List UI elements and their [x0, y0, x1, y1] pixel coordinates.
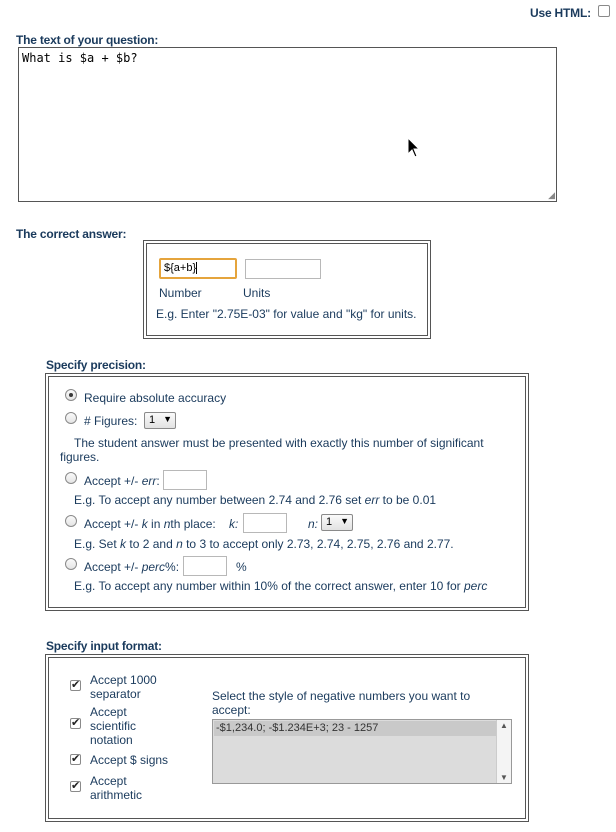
n-select-value: 1: [326, 516, 333, 528]
arithmetic-label: Accept arithmetic: [90, 774, 143, 802]
checkbox-arithmetic[interactable]: [70, 781, 81, 792]
scientific-label: Accept scientific notation: [90, 705, 137, 747]
negative-option-label: -$1,234.0; -$1.234E+3; 23 - 1257: [216, 722, 379, 734]
thousand-separator-label: Accept 1000 separator: [90, 673, 157, 701]
radio-figures[interactable]: [65, 412, 77, 424]
radio-err[interactable]: [65, 472, 77, 484]
err-hint: E.g. To accept any number between 2.74 and 2.76 set err to be 0.01: [74, 493, 437, 507]
checkbox-scientific[interactable]: [70, 718, 81, 729]
figures-select-value: 1: [149, 414, 156, 426]
negative-style-listbox[interactable]: [212, 719, 512, 784]
resize-grip-icon[interactable]: ◢: [548, 191, 555, 201]
question-textarea[interactable]: [18, 47, 557, 202]
checkbox-thousand-separator[interactable]: [70, 680, 81, 691]
precision-title: Specify precision:: [46, 358, 146, 372]
perc-label: Accept +/- perc%:: [84, 560, 180, 574]
units-input[interactable]: [245, 259, 321, 279]
scroll-down-icon[interactable]: ▼: [500, 773, 508, 782]
radio-absolute[interactable]: [65, 389, 77, 401]
figures-select[interactable]: [144, 412, 176, 429]
err-label: Accept +/- err:: [84, 474, 160, 488]
checkbox-dollar-signs[interactable]: [70, 754, 81, 765]
k-label: k:: [229, 517, 239, 531]
use-html-label: Use HTML:: [530, 6, 591, 20]
number-input[interactable]: [159, 258, 237, 279]
chevron-down-icon: ▼: [163, 414, 172, 424]
kn-hint: E.g. Set k to 2 and n to 3 to accept only 2.73, 2.74, 2.75, 2.76 and 2.77.: [74, 537, 454, 551]
figures-hint: The student answer must be presented with exactly this number of significant: [74, 436, 484, 450]
n-label: n:: [308, 517, 319, 531]
number-label: Number: [159, 286, 202, 300]
n-select[interactable]: [321, 514, 353, 531]
kn-label: Accept +/- k in nth place:: [84, 517, 216, 531]
question-title: The text of your question:: [16, 33, 159, 47]
dollar-signs-label: Accept $ signs: [90, 753, 169, 767]
correct-answer-title: The correct answer:: [16, 227, 127, 241]
k-input[interactable]: [243, 513, 287, 533]
perc-input[interactable]: [183, 556, 227, 576]
perc-hint: E.g. To accept any number within 10% of the correct answer, enter 10 for perc: [74, 579, 488, 593]
percent-sign: %: [236, 560, 247, 574]
scroll-up-icon[interactable]: ▲: [500, 721, 508, 730]
question-text: What is $a + $b?: [22, 51, 138, 65]
input-format-title: Specify input format:: [46, 639, 162, 653]
radio-kn[interactable]: [65, 515, 77, 527]
err-input[interactable]: [163, 470, 207, 490]
list-item[interactable]: [214, 721, 497, 736]
answer-hint: E.g. Enter "2.75E-03" for value and "kg" for units.: [156, 307, 417, 321]
units-label: Units: [243, 286, 271, 300]
absolute-label: Require absolute accuracy: [84, 391, 227, 405]
number-input-value: ${a+b}: [164, 262, 197, 274]
radio-perc[interactable]: [65, 558, 77, 570]
figures-label: # Figures:: [84, 414, 138, 428]
figures-hint-2: figures.: [60, 450, 100, 464]
precision-box: [45, 373, 529, 611]
listbox-scrollbar[interactable]: [496, 720, 511, 783]
negative-style-label: Select the style of negative numbers you want to accept:: [212, 689, 471, 717]
mouse-cursor-icon: [407, 137, 421, 159]
chevron-down-icon: ▼: [340, 516, 349, 526]
use-html-checkbox[interactable]: [598, 5, 610, 17]
